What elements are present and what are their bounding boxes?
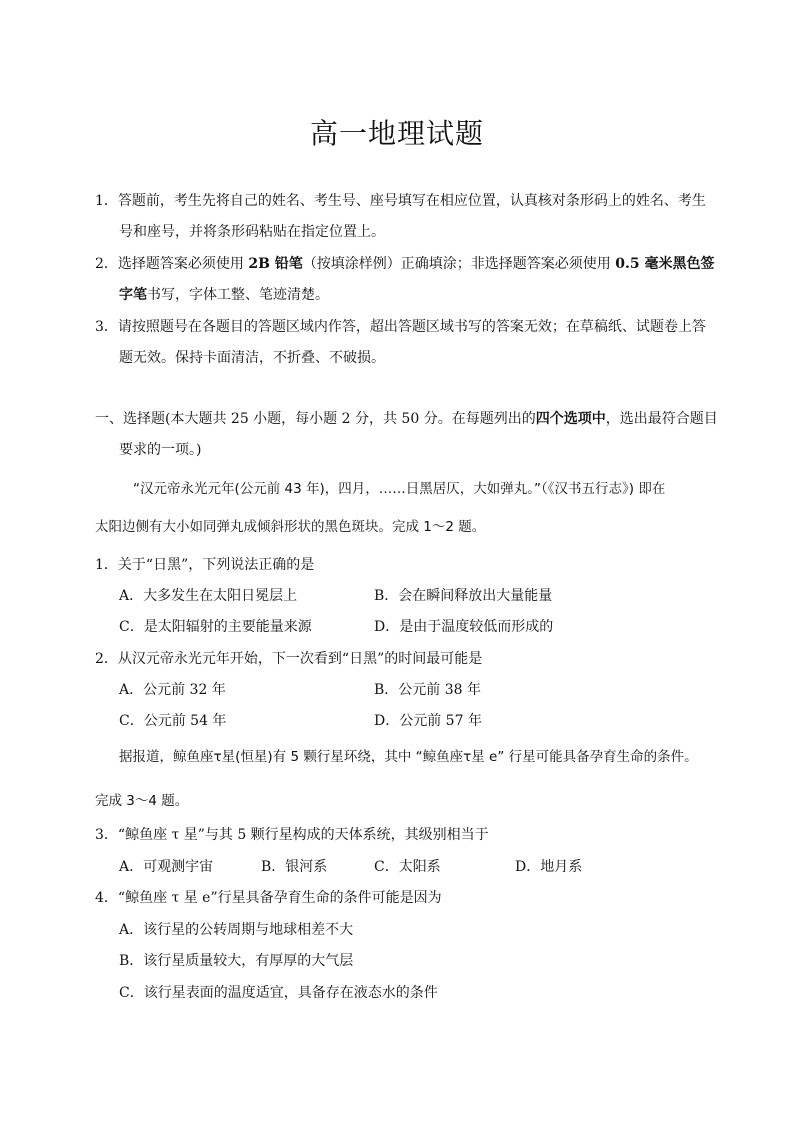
section-heading-bold: 四个选项中 bbox=[535, 411, 606, 427]
question-3-option-d: D．地月系 bbox=[515, 859, 583, 875]
question-3-option-c: C．太阳系 bbox=[374, 859, 441, 875]
note-2-bold-pen-2: 字笔 bbox=[119, 287, 147, 303]
question-1-option-c: C．是太阳辐射的主要能量来源 bbox=[119, 619, 312, 635]
note-3-line-1: 3．请按照题号在各题目的答题区域内作答，超出答题区域书写的答案无效；在草稿纸、试题卷上答 bbox=[95, 319, 706, 335]
question-3-option-a: A．可观测宇宙 bbox=[119, 859, 214, 875]
page-title: 高一地理试题 bbox=[309, 117, 484, 150]
question-4-option-c: C．该行星表面的温度适宜，具备存在液态水的条件 bbox=[119, 985, 438, 1001]
section-heading bbox=[95, 410, 718, 428]
section-heading-c: ，选出最符合题目 bbox=[605, 411, 718, 427]
passage-2-line-1: 据报道，鲸鱼座τ星(恒星)有 5 颗行星环绕，其中 “鲸鱼座τ星 e” 行星可能具备孕育生命的条件。 bbox=[119, 749, 698, 765]
question-4-option-b: B．该行星质量较大，有厚厚的大气层 bbox=[119, 953, 354, 969]
note-1-line-2: 号和座号，并将条形码粘贴在指定位置上。 bbox=[119, 224, 385, 240]
note-1-line-1: 1．答题前，考生先将自己的姓名、考生号、座号填写在相应位置，认真核对条形码上的姓名、考生 bbox=[95, 193, 706, 209]
section-heading-a: 一、选择题(本大题共 25 小题，每小题 2 分，共 50 分。在每题列出的 bbox=[95, 411, 536, 427]
question-2-stem: 2．从汉元帝永光元年开始，下一次看到“日黑”的时间最可能是 bbox=[95, 651, 483, 667]
passage-1-line-1: “汉元帝永光元年(公元前 43 年)，四月，……日黑居仄，大如弹丸。”（《汉书五行志》) 即在 bbox=[133, 481, 666, 497]
note-2-bold-pencil: 2B 铅笔 bbox=[248, 256, 303, 272]
note-2-line-2 bbox=[119, 286, 329, 304]
note-2-bold-pen: 0.5 毫米黑色签 bbox=[615, 256, 715, 272]
question-1-option-b: B．会在瞬间释放出大量能量 bbox=[374, 588, 553, 604]
question-2-option-c: C．公元前 54 年 bbox=[119, 713, 227, 729]
question-1-option-d: D．是由于温度较低而形成的 bbox=[374, 619, 554, 635]
passage-1-line-2: 太阳边侧有大小如同弹丸成倾斜形状的黑色斑块。完成 1～2 题。 bbox=[95, 519, 486, 535]
question-3-stem: 3．“鲸鱼座 τ 星”与其 5 颗行星构成的天体系统，其级别相当于 bbox=[95, 827, 489, 843]
question-2-option-d: D．公元前 57 年 bbox=[374, 713, 482, 729]
question-2-option-b: B．公元前 38 年 bbox=[374, 682, 482, 698]
question-1-stem: 1．关于“日黑”，下列说法正确的是 bbox=[95, 557, 315, 573]
note-3-line-2: 题无效。保持卡面清洁，不折叠、不破损。 bbox=[119, 350, 385, 366]
question-3-option-b: B．银河系 bbox=[261, 859, 328, 875]
question-4-option-a: A．该行星的公转周期与地球相差不大 bbox=[119, 922, 354, 938]
passage-2-line-2: 完成 3～4 题。 bbox=[95, 793, 189, 809]
question-1-option-a: A．大多发生在太阳日冕层上 bbox=[119, 588, 298, 604]
section-heading-line-2: 要求的一项。) bbox=[119, 442, 202, 458]
question-4-stem: 4．“鲸鱼座 τ 星 e”行星具备孕育生命的条件可能是因为 bbox=[95, 890, 442, 906]
note-2-text-end: 书写，字体工整、笔迹清楚。 bbox=[147, 287, 329, 303]
question-2-option-a: A．公元前 32 年 bbox=[119, 682, 226, 698]
note-2-text-c: （按填涂样例）正确填涂；非选择题答案必须使用 bbox=[302, 256, 616, 272]
note-2-text-a: 2．选择题答案必须使用 bbox=[95, 256, 249, 272]
note-2-line-1 bbox=[95, 255, 715, 273]
